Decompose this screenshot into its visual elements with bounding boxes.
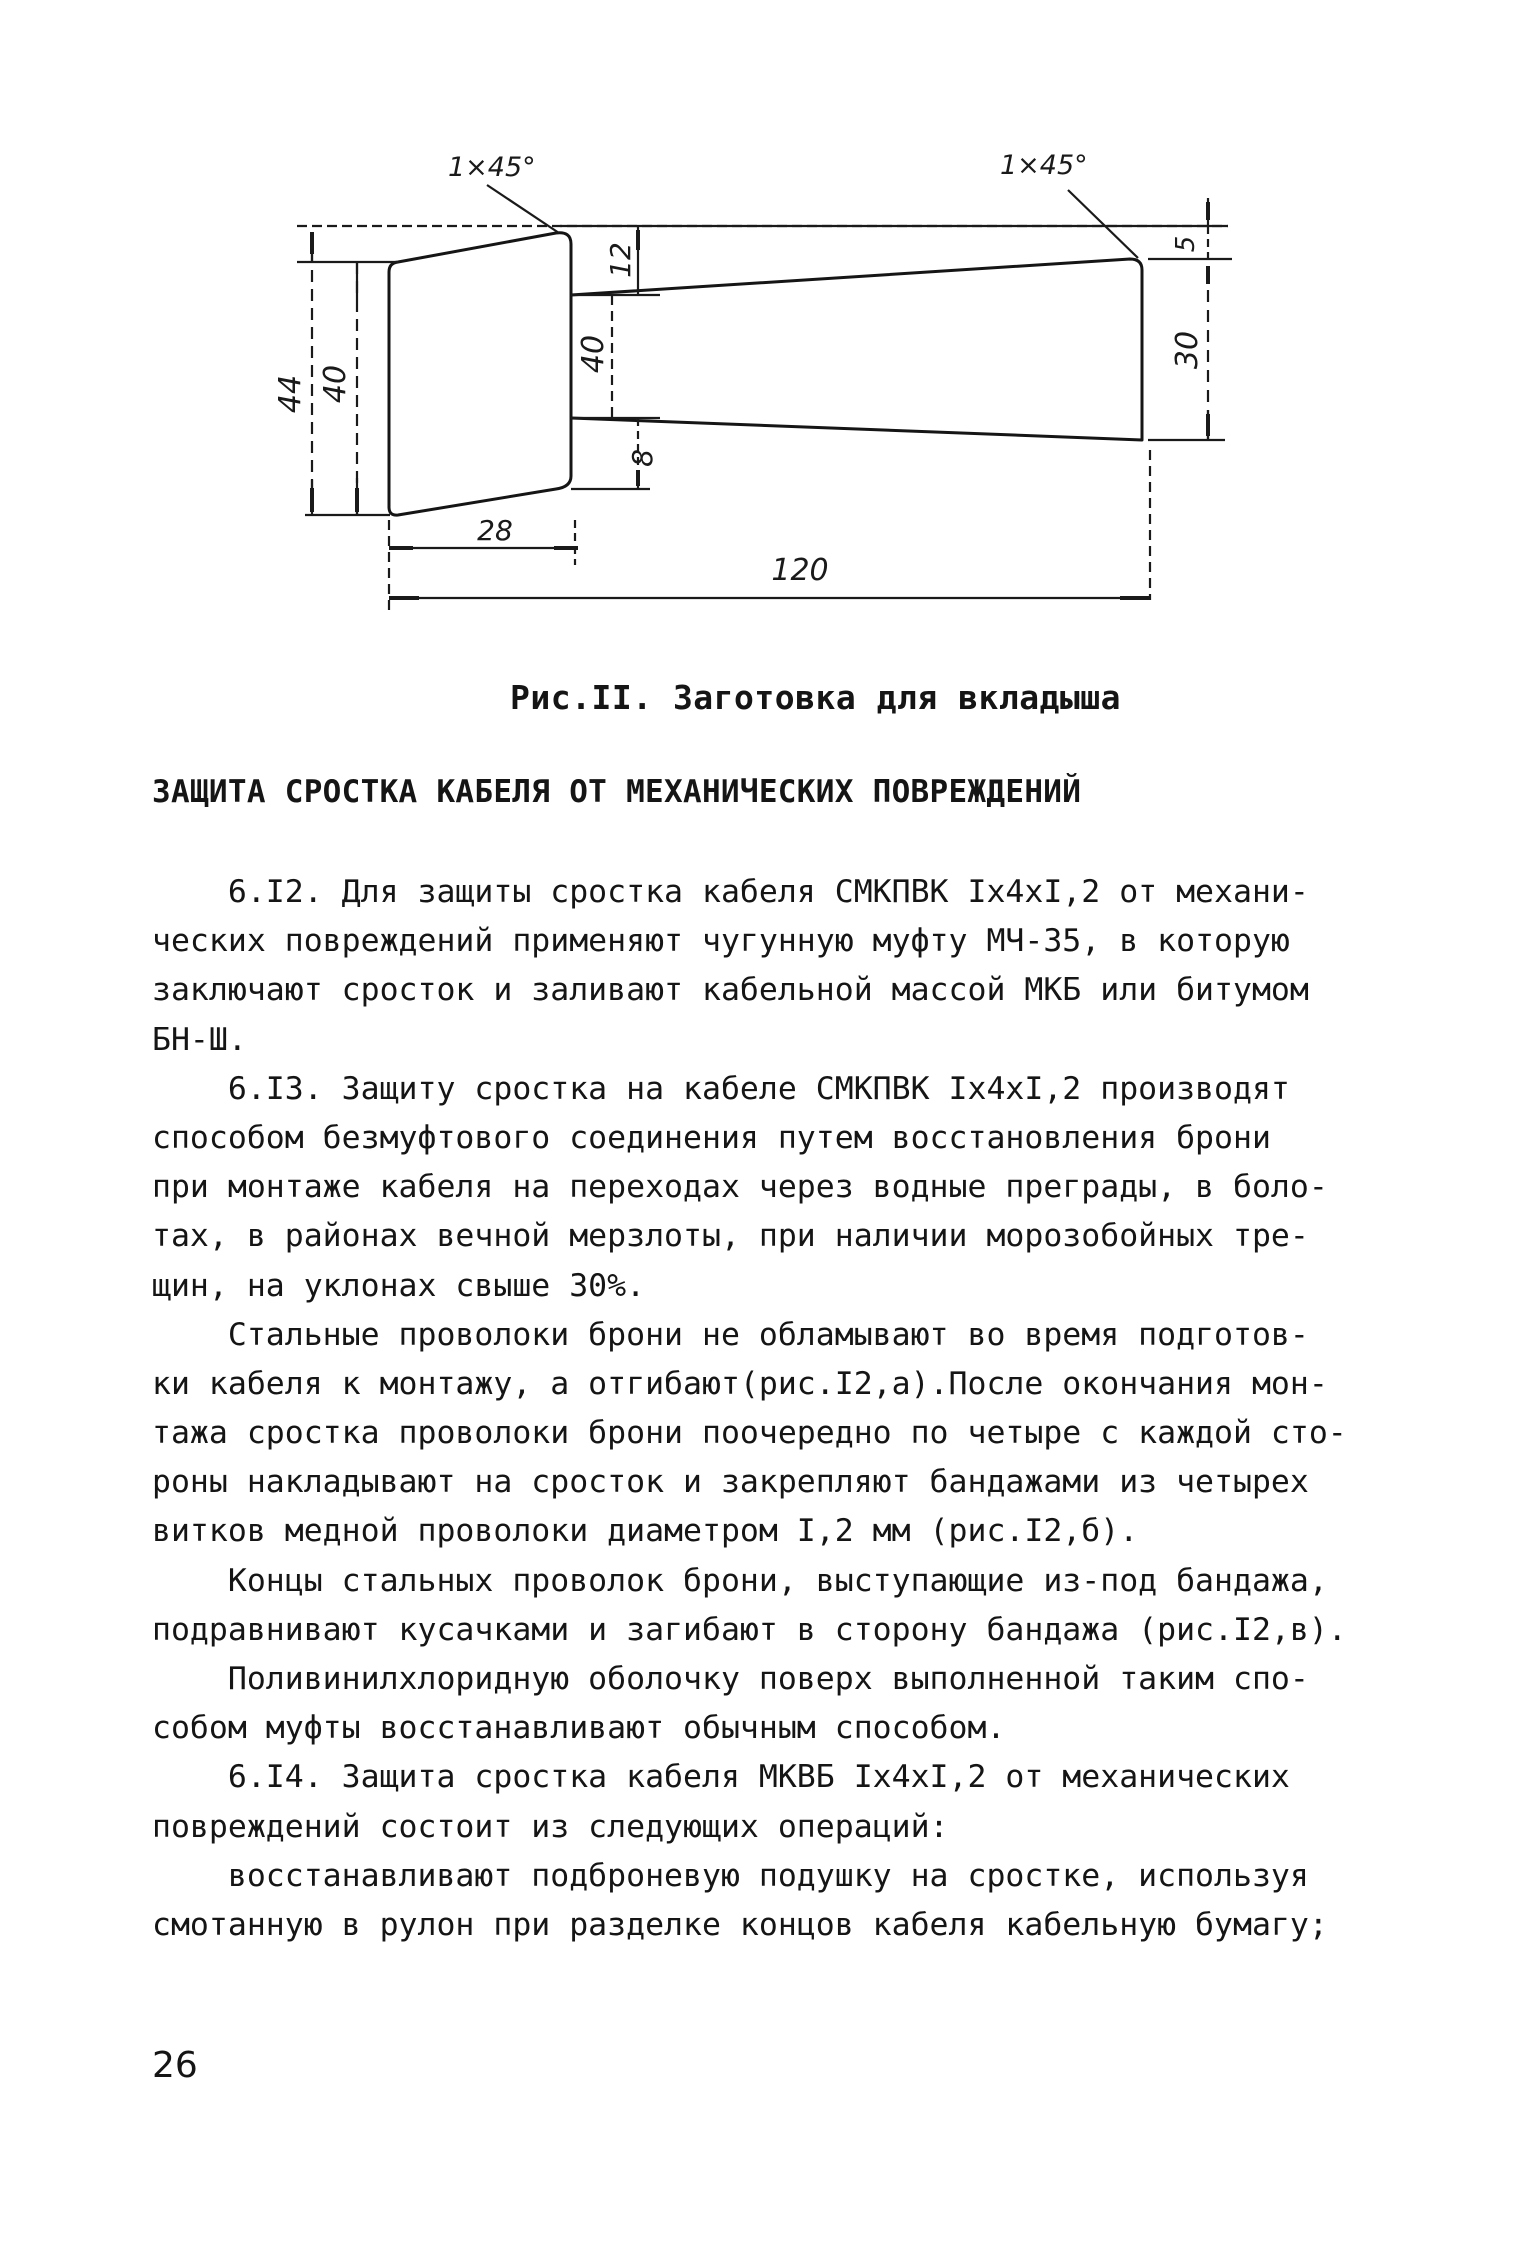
chamfer-right-label: 1×45° <box>1000 150 1088 181</box>
text-line: витков медной проволоки диаметром I,2 мм (рис.I2,б). <box>152 1513 1139 1550</box>
blank-head-outline <box>389 233 571 515</box>
text-line: 6.I4. Защита сростка кабеля МКВБ Iх4хI,2 от механических <box>152 1759 1290 1796</box>
text-line: восстанавливают подброневую подушку на сростке, используя <box>152 1857 1309 1894</box>
dim-12-label: 12 <box>604 242 637 278</box>
text-line: заключают сросток и заливают кабельной массой МКБ или битумом <box>152 972 1309 1009</box>
text-line: повреждений состоит из следующих операций: <box>152 1808 949 1845</box>
dim-40-left-label: 40 <box>318 364 353 404</box>
dim-5-label: 5 <box>1171 235 1201 253</box>
text-line: ческих повреждений применяют чугунную муфту МЧ-35, в которую <box>152 923 1290 960</box>
text-line: 6.I3. Защиту сростка на кабеле СМКПВК Iх4хI,2 производят <box>152 1070 1290 1107</box>
dim-40-center-label: 40 <box>576 334 611 374</box>
chamfer-left-label: 1×45° <box>448 152 536 183</box>
body-text <box>152 868 1422 1950</box>
page-number: 26 <box>152 2045 198 2086</box>
dim-8-label: 8 <box>626 449 659 467</box>
dim-30-label: 30 <box>1170 330 1205 370</box>
text-line: щин, на уклонах свыше 30%. <box>152 1267 646 1304</box>
dim-28-label: 28 <box>477 514 513 547</box>
text-line: тах, в районах вечной мерзлоты, при наличии морозобойных тре- <box>152 1218 1309 1255</box>
text-line: Поливинилхлоридную оболочку поверх выполненной таким спо- <box>152 1661 1309 1697</box>
text-line: БН-Ш. <box>152 1021 247 1058</box>
dim-120-label: 120 <box>771 553 829 588</box>
text-line: Стальные проволоки брони не обламывают во время подготов- <box>152 1316 1309 1353</box>
figure-caption: Рис.II. Заготовка для вкладыша <box>510 678 1122 717</box>
text-line: способом безмуфтового соединения путем восстановления брони <box>152 1119 1271 1156</box>
technical-drawing <box>0 0 1535 680</box>
blank-shank-outline <box>571 259 1142 440</box>
section-heading: ЗАЩИТА СРОСТКА КАБЕЛЯ ОТ МЕХАНИЧЕСКИХ ПОВРЕЖДЕНИЙ <box>152 774 1082 810</box>
dim-44-label: 44 <box>273 374 308 414</box>
text-line: тажа сростка проволоки брони поочередно по четыре с каждой сто- <box>152 1415 1347 1452</box>
text-line: смотанную в рулон при разделке концов кабеля кабельную бумагу; <box>152 1906 1328 1943</box>
text-line: ки кабеля к монтажу, а отгибают(рис.I2,а).После окончания мон- <box>152 1365 1328 1402</box>
text-line: Концы стальных проволок брони, выступающие из-под бандажа, <box>152 1562 1328 1599</box>
text-line: подравнивают кусачками и загибают в сторону бандажа (рис.I2,в). <box>152 1611 1347 1648</box>
text-line: собом муфты восстанавливают обычным способом. <box>152 1710 1006 1747</box>
text-line: при монтаже кабеля на переходах через водные преграды, в боло- <box>152 1169 1328 1206</box>
text-line: роны накладывают на сросток и закрепляют бандажами из четырех <box>152 1464 1309 1501</box>
text-line: 6.I2. Для защиты сростка кабеля СМКПВК Iх4хI,2 от механи- <box>152 874 1309 910</box>
